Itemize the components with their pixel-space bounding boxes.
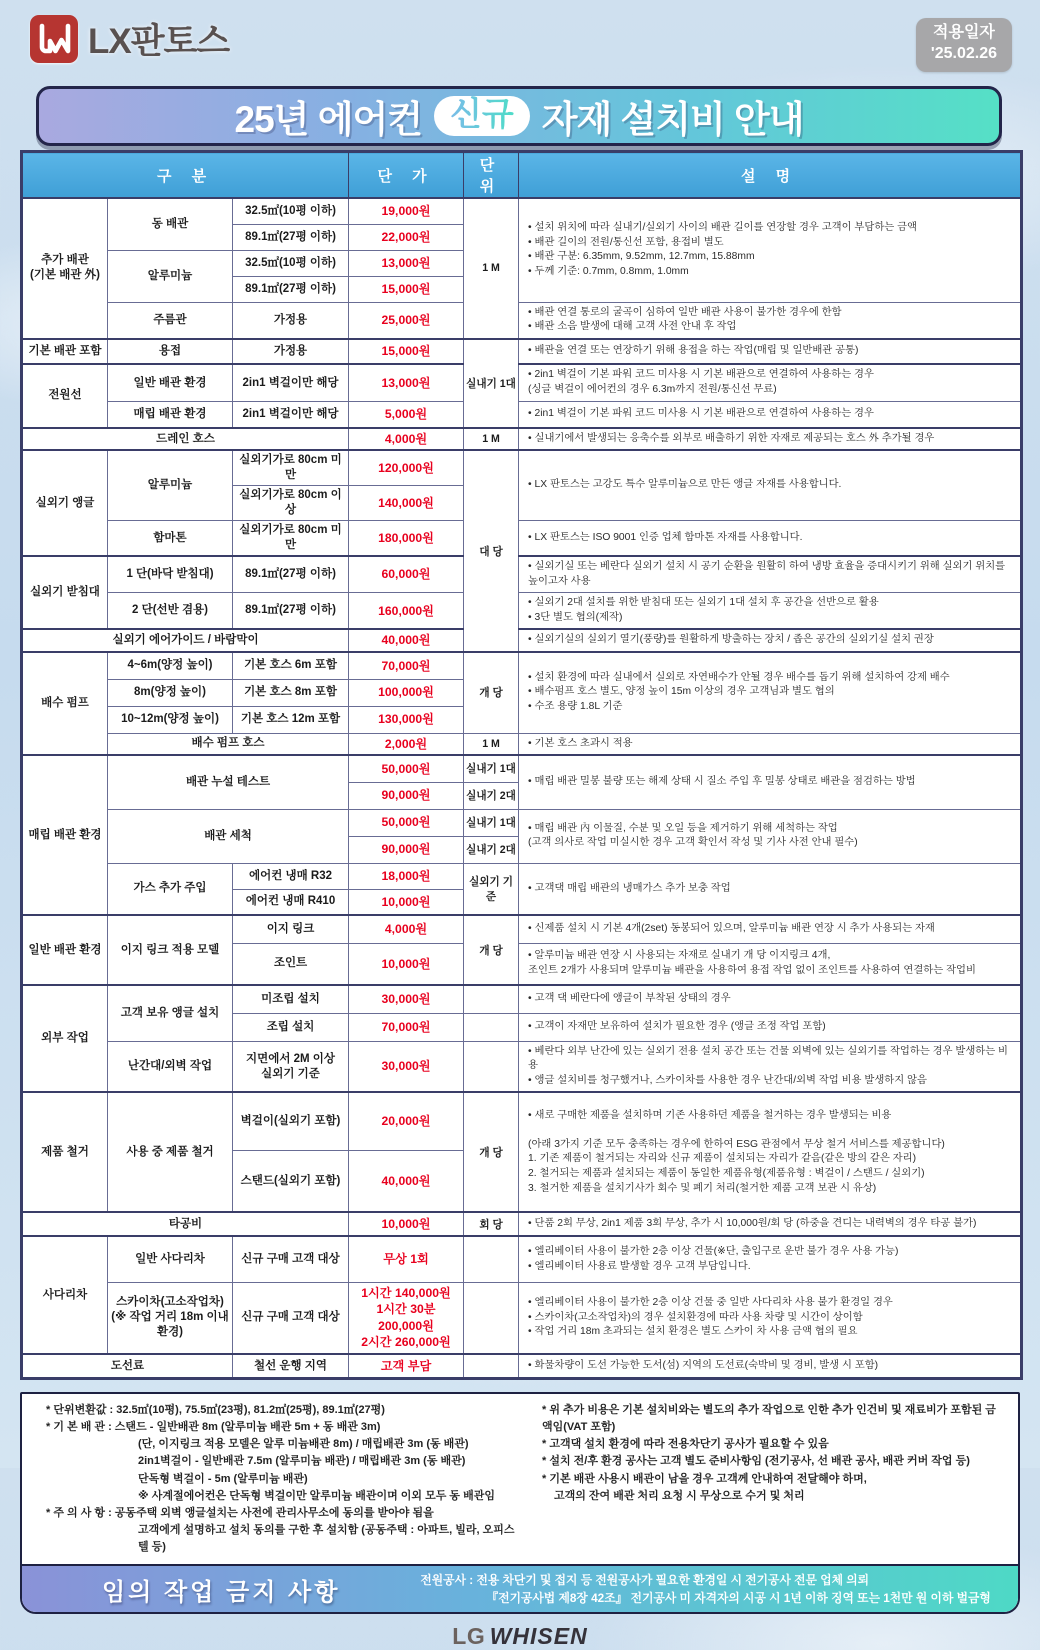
lx-logo-icon	[30, 15, 78, 63]
unit-cell: 개 당	[464, 915, 519, 985]
subcategory-cell: 32.5㎡(10평 이하)	[233, 198, 349, 224]
table-row	[22, 556, 1022, 593]
footnote-line: * 설치 전/후 환경 공사는 고객 별도 준비사항임 (전기공사, 선 배관 공사, 배관 커버 작업 등)	[542, 1455, 970, 1468]
price-cell: 22,000원	[349, 224, 464, 250]
price-cell: 고객 부담	[349, 1354, 464, 1379]
table-row	[22, 450, 1022, 485]
description-cell: • 고객 댁 베란다에 앵글이 부착된 상태의 경우	[519, 985, 1022, 1013]
table-row	[22, 402, 1022, 428]
subcategory-cell: 조립 설치	[233, 1013, 349, 1041]
group-cell: 배수 펌프	[22, 652, 108, 755]
footnote-line: * 기 본 배 관 : 스탠드 - 일반배관 8m (알루미늄 배관 5m + 동 배관 3m)	[46, 1421, 381, 1434]
description-cell: • 새로 구매한 제품을 설치하며 기존 사용하던 제품을 철거하는 경우 발생되는 비용 (아래 3가지 기준 모두 충족하는 경우에 한하여 ESG 관점에서 무상 철거 서비스를 제공합니다) 1. 기존 제품이 철거되는 자리와 신규 제품이 설치되는 자리가 같음(같은 방의 같은 자리) 2. 철거되는 제품과 설치되는 제품이 동일한 제품유형(제품유형 : 벽걸이 / 스탠드 / 실외기) 3. 철거한 제품을 설치기사가 회수 및 폐기 처리(철거한 제품 고객 보관 시 유상)	[519, 1092, 1022, 1212]
table-row	[22, 339, 1022, 364]
group-cell: 실외기 앵글	[22, 450, 108, 556]
price-cell: 15,000원	[349, 276, 464, 302]
group-cell: 실외기 받침대	[22, 556, 108, 629]
price-cell: 4,000원	[349, 428, 464, 451]
power-work-line1: 전원공사 : 전용 차단기 및 접지 등 전원공사가 필요한 환경일 시 전기공사 전문 업체 의뢰	[420, 1572, 870, 1587]
category-cell: 고객 보유 앵글 설치	[108, 985, 233, 1041]
price-cell: 140,000원	[349, 486, 464, 521]
notes-panel	[20, 1392, 1020, 1614]
unit-cell	[464, 1354, 519, 1379]
unit-cell: 1 M	[464, 428, 519, 451]
description-cell: • 매립 배관 밀봉 불량 또는 해제 상태 시 질소 주입 후 밀봉 상태로 배관을 점검하는 방법	[519, 755, 1022, 809]
subcategory-cell: 신규 구매 고객 대상	[233, 1282, 349, 1353]
unit-cell	[464, 1236, 519, 1282]
footnote-line: * 주 의 사 항 : 공동주택 외벽 앵글설치는 사전에 관리사무소에 동의를 받아야 됨을	[46, 1506, 434, 1519]
description-cell: • 알루미늄 배관 연장 시 사용되는 자재로 실내기 개 당 이지링크 4개, 조인트 2개가 사용되며 알루미늄 배관을 사용하여 용접 작업 없이 조인트를 사용하여 연결하는 작업비	[519, 943, 1022, 985]
price-cell: 13,000원	[349, 250, 464, 276]
footer-logo	[20, 1623, 1020, 1650]
category-cell: 함마톤	[108, 521, 233, 556]
brand-text: LX판토스	[88, 22, 230, 61]
category-cell: 실외기 에어가이드 / 바람막이	[22, 629, 349, 652]
category-cell: 동 배관	[108, 198, 233, 250]
table-row	[22, 428, 1022, 451]
table-row	[22, 733, 1022, 755]
table-row	[22, 364, 1022, 402]
prohibition-title: 임의 작업 금지 사항	[101, 1578, 341, 1606]
price-cell: 50,000원	[349, 755, 464, 782]
description-cell: • 배관 연결 통로의 굴곡이 심하여 일반 배관 사용이 불가한 경우에 한함 • 배관 소음 발생에 대해 고객 사전 안내 후 작업	[519, 302, 1022, 339]
price-cell: 70,000원	[349, 1013, 464, 1041]
group-cell: 제품 철거	[22, 1092, 108, 1212]
unit-cell: 1 M	[464, 198, 519, 339]
whisen-logo-text: WHISEN	[489, 1623, 588, 1650]
description-cell: • 설치 환경에 따라 실내에서 실외로 자연배수가 안될 경우 배수를 돕기 위해 설치하여 강제 배수 • 배수펌프 호스 별도, 양정 높이 15m 이상의 경우 고객님과 별도 협의 • 수조 용량 1.8L 기준	[519, 652, 1022, 733]
table-row	[22, 1041, 1022, 1092]
price-cell: 15,000원	[349, 339, 464, 364]
footnote-line: 단독형 벽걸이 - 5m (알루미늄 배관)	[138, 1472, 308, 1485]
unit-cell	[464, 1282, 519, 1353]
subcategory-cell: 기본 호스 12m 포함	[233, 706, 349, 733]
table-row	[22, 915, 1022, 943]
subcategory-cell: 조인트	[233, 943, 349, 985]
table-row	[22, 302, 1022, 339]
price-cell: 90,000원	[349, 836, 464, 863]
group-cell: 사다리차	[22, 1236, 108, 1353]
unit-cell	[464, 1041, 519, 1092]
category-cell: 주름관	[108, 302, 233, 339]
category-cell: 10~12m(양정 높이)	[108, 706, 233, 733]
subcategory-cell: 실외기가로 80cm 이상	[233, 486, 349, 521]
table-row	[22, 652, 1022, 679]
notes-left	[46, 1402, 524, 1555]
description-cell: • 베란다 외부 난간에 있는 실외기 전용 설치 공간 또는 건물 외벽에 있는 실외기를 작업하는 경우 발생하는 비용 • 앵글 설치비를 청구했거나, 스카이차를 사용한 경우 난간대/외벽 작업 비용 발생하지 않음	[519, 1041, 1022, 1092]
footnote-line: (단, 이지링크 적용 모델은 알루 미늄배관 8m) / 매립배관 3m (동 배관)	[138, 1438, 469, 1451]
price-cell: 19,000원	[349, 198, 464, 224]
group-cell: 기본 배관 포함	[22, 339, 108, 364]
subcategory-cell: 89.1㎡(27평 이하)	[233, 276, 349, 302]
column-header: 설 명	[519, 152, 1022, 199]
table-row	[22, 1282, 1022, 1353]
badge-label: 적용일자	[933, 24, 995, 41]
price-cell: 90,000원	[349, 782, 464, 809]
subcategory-cell: 기본 호스 6m 포함	[233, 652, 349, 679]
price-cell: 4,000원	[349, 915, 464, 943]
description-cell: • 실외기실 또는 베란다 실외기 설치 시 공기 순환을 원활히 하여 냉방 효율을 증대시키기 위해 실외기 위치를 높이고자 사용	[519, 556, 1022, 593]
subcategory-cell: 32.5㎡(10평 이하)	[233, 250, 349, 276]
category-cell: 2 단(선반 겸용)	[108, 593, 233, 630]
new-badge-pill	[434, 96, 530, 136]
description-cell: • 고객이 자재만 보유하여 설치가 필요한 경우 (앵글 조정 작업 포함)	[519, 1013, 1022, 1041]
category-cell: 스카이차(고소작업차) (※ 작업 거리 18m 이내 환경)	[108, 1282, 233, 1353]
group-cell: 일반 배관 환경	[22, 915, 108, 985]
price-cell: 40,000원	[349, 629, 464, 652]
unit-cell: 개 당	[464, 1092, 519, 1212]
table-row	[22, 1354, 1022, 1379]
group-cell: 전원선	[22, 364, 108, 428]
description-cell: • 엘리베이터 사용이 불가한 2층 이상 건물(※단, 출입구로 운반 불가 경우 사용 가능) • 엘리베이터 사용료 발생할 경우 고객 부담입니다.	[519, 1236, 1022, 1282]
page-title-suffix: 자재 설치비 안내	[541, 99, 804, 140]
subcategory-cell: 2in1 벽걸이만 해당	[233, 364, 349, 402]
price-cell: 10,000원	[349, 1212, 464, 1236]
table-row	[22, 809, 1022, 836]
subcategory-cell: 이지 링크	[233, 915, 349, 943]
category-cell: 매립 배관 환경	[108, 402, 233, 428]
table-row	[22, 985, 1022, 1013]
subcategory-cell: 기본 호스 8m 포함	[233, 679, 349, 706]
description-cell: • 2in1 벽걸이 기본 파워 코드 미사용 시 기본 배관으로 연결하여 사용하는 경우	[519, 402, 1022, 428]
power-work-line2: 『전기공사법 제8장 42조』 전기공사 미 자격자의 시공 시 1년 이하 징역 또는 1천만 원 이하 벌금형	[486, 1591, 991, 1606]
description-cell: • 실내기에서 발생되는 응축수를 외부로 배출하기 위한 자재로 제공되는 호스 外 추가될 경우	[519, 428, 1022, 451]
unit-cell: 실내기 1대	[464, 755, 519, 782]
price-cell: 무상 1회	[349, 1236, 464, 1282]
footnote-line: * 단위변환값 : 32.5㎡(10평), 75.5㎡(23평), 81.2㎡(25평), 89.1㎡(27평)	[46, 1404, 385, 1417]
price-cell: 25,000원	[349, 302, 464, 339]
category-cell: 알루미늄	[108, 250, 233, 302]
footnote-line: 2in1벽걸이 - 일반배관 7.5m (알루미늄 배관) / 매립배관 3m (동 배관)	[138, 1455, 466, 1468]
table-row	[22, 1092, 1022, 1150]
subcategory-cell: 미조립 설치	[233, 985, 349, 1013]
description-cell: • 신제품 설치 시 기본 4개(2set) 동봉되어 있으며, 알루미늄 배관 연장 시 추가 사용되는 자재	[519, 915, 1022, 943]
column-header: 단 가	[349, 152, 464, 199]
description-cell: • 고객댁 매립 배관의 냉매가스 추가 보충 작업	[519, 863, 1022, 915]
unit-cell: 실내기 1대	[464, 339, 519, 428]
table-header-row	[22, 152, 1022, 199]
price-cell: 120,000원	[349, 450, 464, 485]
unit-cell: 실외기 기준	[464, 863, 519, 915]
subcategory-cell: 실외기가로 80cm 미만	[233, 521, 349, 556]
description-cell: • 화물차량이 도선 가능한 도서(섬) 지역의 도선료(숙박비 및 경비, 발생 시 포함)	[519, 1354, 1022, 1379]
unit-cell: 회 당	[464, 1212, 519, 1236]
footnote-line: * 기본 배관 사용시 배관이 남을 경우 고객께 안내하여 전달해야 하며,	[542, 1472, 867, 1485]
price-cell: 5,000원	[349, 402, 464, 428]
table-row	[22, 593, 1022, 630]
price-cell: 2,000원	[349, 733, 464, 755]
column-header: 단 위	[464, 152, 519, 199]
table-row	[22, 198, 1022, 224]
subcategory-cell: 에어컨 냉매 R410	[233, 889, 349, 915]
footnote-line: 고객의 잔여 배관 처리 요청 시 무상으로 수거 및 처리	[554, 1489, 805, 1502]
description-cell: • 기본 호스 초과시 적용	[519, 733, 1022, 755]
category-cell: 알루미늄	[108, 450, 233, 520]
price-cell: 18,000원	[349, 863, 464, 889]
price-cell: 30,000원	[349, 1041, 464, 1092]
unit-cell	[464, 1013, 519, 1041]
description-cell: • 실외기 2대 설치를 위한 받침대 또는 실외기 1대 설치 후 공간을 선반으로 활용 • 3단 별도 협의(제작)	[519, 593, 1022, 630]
category-cell: 1 단(바닥 받침대)	[108, 556, 233, 593]
table-row	[22, 1236, 1022, 1282]
description-cell: • 실외기실의 실외기 열기(풍량)를 원활하게 방출하는 장치 / 좁은 공간의 실외기실 설치 권장	[519, 629, 1022, 652]
table-row	[22, 521, 1022, 556]
price-cell: 13,000원	[349, 364, 464, 402]
subcategory-cell: 철선 운행 지역	[233, 1354, 349, 1379]
price-cell: 60,000원	[349, 556, 464, 593]
description-cell: • 매립 배관 內 이물질, 수분 및 오일 등을 제거하기 위해 세척하는 작업 (고객 의사로 작업 미실시한 경우 고객 확인서 작성 및 기사 사전 안내 필수)	[519, 809, 1022, 863]
price-cell: 1시간 140,000원 1시간 30분 200,000원 2시간 260,000원	[349, 1282, 464, 1353]
category-cell: 8m(양정 높이)	[108, 679, 233, 706]
price-cell: 40,000원	[349, 1150, 464, 1212]
price-cell: 30,000원	[349, 985, 464, 1013]
description-cell: • 엘리베이터 사용이 불가한 2층 이상 건물 중 일반 사다리차 사용 불가 환경일 경우 • 스카이차(고소작업차)의 경우 설치환경에 따라 사용 차량 및 시간이 상이함 • 작업 거리 18m 초과되는 설치 환경은 별도 스카이 차 사용 금액 협의 필요	[519, 1282, 1022, 1353]
category-cell: 배관 누설 테스트	[108, 755, 349, 809]
subcategory-cell: 벽걸이(실외기 포함)	[233, 1092, 349, 1150]
price-cell: 50,000원	[349, 809, 464, 836]
unit-cell: 실내기 2대	[464, 836, 519, 863]
effective-date-badge	[916, 18, 1012, 72]
price-cell: 180,000원	[349, 521, 464, 556]
footnote-line: * 고객댁 설치 환경에 따라 전용차단기 공사가 필요할 수 있음	[542, 1438, 829, 1451]
unit-cell: 1 M	[464, 733, 519, 755]
new-badge-text: 신규	[449, 94, 514, 132]
group-cell: 외부 작업	[22, 985, 108, 1092]
subcategory-cell: 2in1 벽걸이만 해당	[233, 402, 349, 428]
category-cell: 드레인 호스	[22, 428, 349, 451]
prohibition-bar	[22, 1564, 1018, 1613]
price-cell: 20,000원	[349, 1092, 464, 1150]
subcategory-cell: 신규 구매 고객 대상	[233, 1236, 349, 1282]
category-cell: 타공비	[22, 1212, 349, 1236]
unit-cell: 실내기 2대	[464, 782, 519, 809]
category-cell: 배수 펌프 호스	[108, 733, 349, 755]
subcategory-cell: 지면에서 2M 이상 실외기 기준	[233, 1041, 349, 1092]
table-row	[22, 863, 1022, 889]
footnote-line: * 위 추가 비용은 기본 설치비와는 별도의 추가 작업으로 인한 추가 인건비 및 재료비가 포함된 금액임(VAT 포함)	[542, 1404, 996, 1434]
unit-cell: 대 당	[464, 450, 519, 652]
group-cell: 매립 배관 환경	[22, 755, 108, 915]
table-row	[22, 629, 1022, 652]
power-work-note	[420, 1566, 1018, 1613]
category-cell: 일반 사다리차	[108, 1236, 233, 1282]
table-row	[22, 755, 1022, 782]
unit-cell	[464, 985, 519, 1013]
subcategory-cell: 에어컨 냉매 R32	[233, 863, 349, 889]
description-cell: • 배관을 연결 또는 연장하기 위해 용접을 하는 작업(매립 및 일반배관 공통)	[519, 339, 1022, 364]
subcategory-cell: 스탠드(실외기 포함)	[233, 1150, 349, 1212]
subcategory-cell: 가정용	[233, 302, 349, 339]
category-cell: 사용 중 제품 철거	[108, 1092, 233, 1212]
badge-date: '25.02.26	[930, 44, 997, 62]
unit-cell: 실내기 1대	[464, 809, 519, 836]
subcategory-cell: 가정용	[233, 339, 349, 364]
page-title-prefix: 25년 에어컨	[234, 99, 422, 140]
category-cell: 배관 세척	[108, 809, 349, 863]
lg-logo-text: LG	[452, 1623, 486, 1650]
category-cell: 용접	[108, 339, 233, 364]
category-cell: 가스 추가 주입	[108, 863, 233, 915]
price-cell: 70,000원	[349, 652, 464, 679]
notes-right	[542, 1402, 1006, 1555]
subcategory-cell: 89.1㎡(27평 이하)	[233, 224, 349, 250]
category-cell: 이지 링크 적용 모델	[108, 915, 233, 985]
column-header: 구 분	[22, 152, 349, 199]
description-cell: • LX 판토스는 고강도 특수 알루미늄으로 만든 앵글 자재를 사용합니다.	[519, 450, 1022, 520]
price-cell: 10,000원	[349, 889, 464, 915]
unit-cell: 개 당	[464, 652, 519, 733]
notes-body	[22, 1394, 1018, 1563]
price-cell: 10,000원	[349, 943, 464, 985]
page-header	[20, 8, 1020, 80]
category-cell: 난간대/외벽 작업	[108, 1041, 233, 1092]
subcategory-cell: 실외기가로 80cm 미만	[233, 450, 349, 485]
subcategory-cell: 89.1㎡(27평 이하)	[233, 556, 349, 593]
category-cell: 일반 배관 환경	[108, 364, 233, 402]
footnote-line: 고객에게 설명하고 설치 동의를 구한 후 설치함 (공동주택 : 아파트, 빌라, 오피스텔 등)	[138, 1523, 515, 1553]
category-cell: 도선료	[22, 1354, 233, 1379]
table-row	[22, 1212, 1022, 1236]
category-cell: 4~6m(양정 높이)	[108, 652, 233, 679]
group-cell: 추가 배관 (기본 배관 外)	[22, 198, 108, 339]
subcategory-cell: 89.1㎡(27평 이하)	[233, 593, 349, 630]
description-cell: • 2in1 벽걸이 기본 파워 코드 미사용 시 기본 배관으로 연결하여 사용하는 경우 (싱글 벽걸이 에어컨의 경우 6.3m까지 전원/통신선 무료)	[519, 364, 1022, 402]
price-table	[20, 150, 1023, 1380]
brand-logo	[30, 14, 229, 64]
description-cell: • LX 판토스는 ISO 9001 인증 업체 함마톤 자재를 사용합니다.	[519, 521, 1022, 556]
description-cell: • 단품 2회 무상, 2in1 제품 3회 무상, 추가 시 10,000원/회 당 (하중을 견디는 내력벽의 경우 타공 불가)	[519, 1212, 1022, 1236]
footnote-line: ※ 사계절에어컨은 단독형 벽걸이만 알루미늄 배관이며 이외 모두 동 배관임	[138, 1489, 495, 1502]
description-cell: • 설치 위치에 따라 실내기/실외기 사이의 배관 길이를 연장할 경우 고객이 부담하는 금액 • 배관 길이의 전원/통신선 포함, 용접비 별도 • 배관 구분: 6.35mm, 9.52mm, 12.7mm, 15.88mm • 두께 기준: 0.7mm, 0.8mm, 1.0mm	[519, 198, 1022, 302]
price-cell: 160,000원	[349, 593, 464, 630]
title-banner	[36, 86, 1002, 146]
price-cell: 100,000원	[349, 679, 464, 706]
price-cell: 130,000원	[349, 706, 464, 733]
